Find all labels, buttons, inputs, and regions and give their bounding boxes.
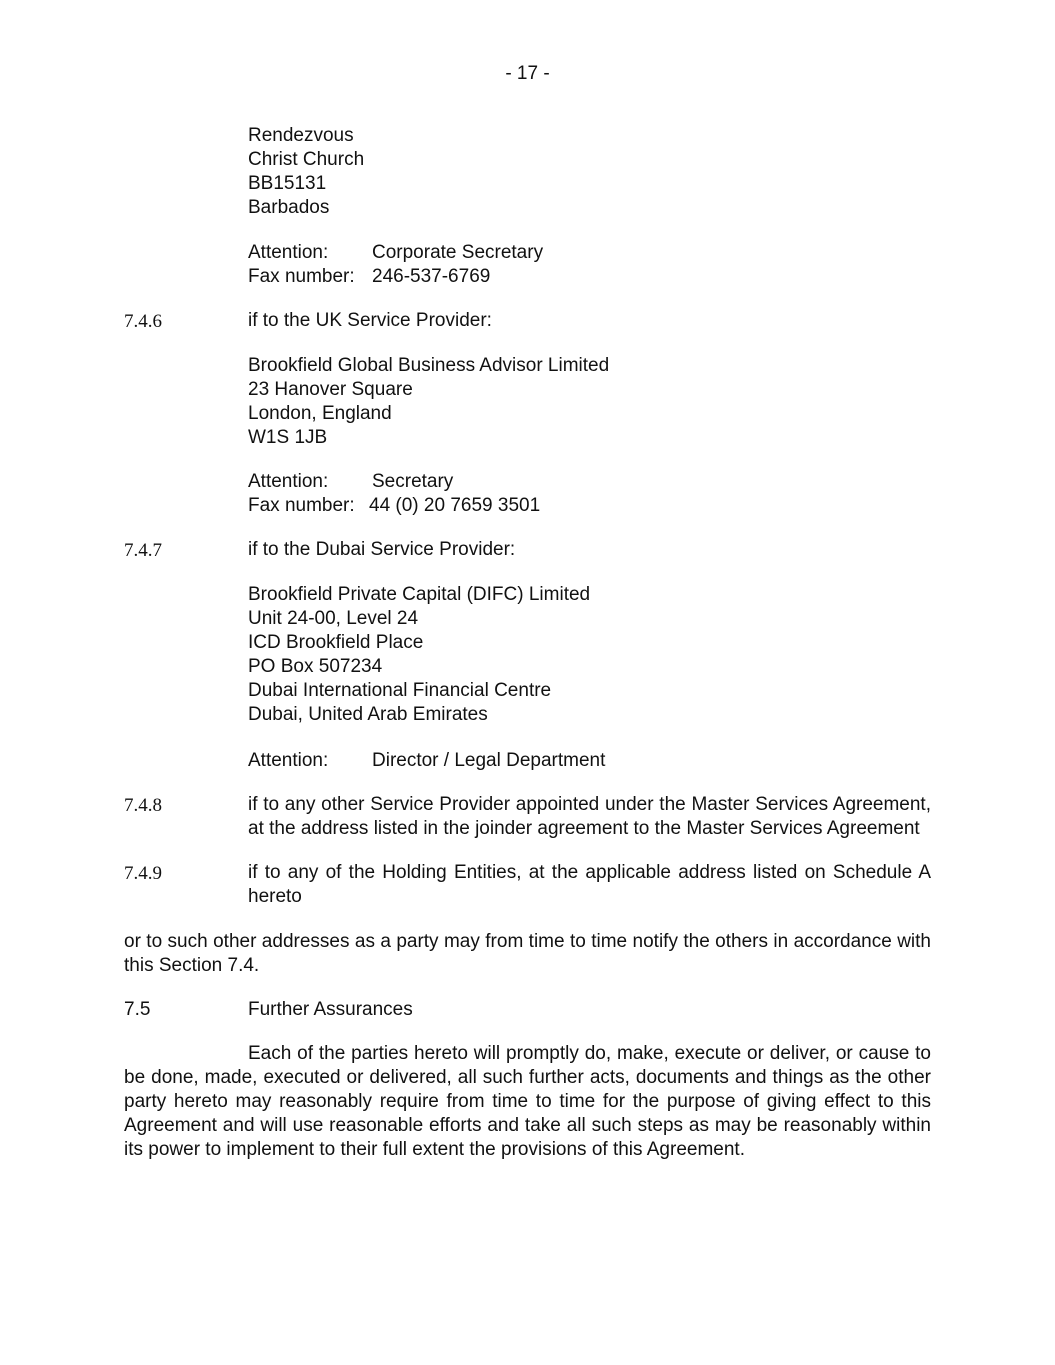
section-number: 7.4.6	[124, 311, 162, 332]
address-line: W1S 1JB	[248, 427, 328, 448]
address-line: Brookfield Global Business Advisor Limited	[248, 355, 610, 376]
attention-value: Director / Legal Department	[372, 750, 606, 771]
section-text: if to any other Service Provider appointed under the Master Services Agreement, at the address listed in the joinder agreement to the Master Services Agreement	[248, 794, 931, 839]
fax-value: 44 (0) 20 7659 3501	[369, 495, 541, 516]
attention-label: Attention:	[248, 750, 329, 771]
fax-value: 246-537-6769	[372, 266, 491, 287]
attention-label: Attention:	[248, 471, 329, 492]
dubai-address	[248, 583, 590, 727]
address-line: Unit 24-00, Level 24	[248, 608, 419, 629]
address-line: Barbados	[248, 197, 330, 218]
address-line: Brookfield Private Capital (DIFC) Limited	[248, 584, 591, 605]
section-number: 7.4.8	[124, 795, 162, 816]
dubai-attention	[248, 749, 605, 773]
address-line: Christ Church	[248, 149, 365, 170]
page-number: - 17 -	[505, 63, 550, 84]
section-text: if to any of the Holding Entities, at the applicable address listed on Schedule A hereto	[248, 862, 931, 907]
address-line: 23 Hanover Square	[248, 379, 413, 400]
fax-label: Fax number:	[248, 495, 355, 516]
address-line: London, England	[248, 403, 392, 424]
address-line: Dubai International Financial Centre	[248, 680, 552, 701]
closing-paragraph: or to such other addresses as a party may from time to time notify the others in accordance with this Section 7.4.	[124, 931, 931, 976]
uk-fax	[248, 494, 540, 518]
uk-address	[248, 354, 609, 450]
section-number: 7.4.9	[124, 863, 162, 884]
section-heading: if to the Dubai Service Provider:	[248, 539, 516, 560]
address-line: ICD Brookfield Place	[248, 632, 424, 653]
address-line: PO Box 507234	[248, 656, 383, 677]
attention-value: Secretary	[372, 471, 454, 492]
fax-label: Fax number:	[248, 266, 355, 287]
section-number: 7.4.7	[124, 540, 162, 561]
barbados-fax	[248, 265, 490, 289]
address-line: BB15131	[248, 173, 327, 194]
attention-label: Attention:	[248, 242, 329, 263]
uk-attention	[248, 470, 453, 494]
barbados-address	[248, 124, 364, 220]
section-number: 7.5	[124, 999, 151, 1020]
section-body: Each of the parties hereto will promptly do, make, execute or deliver, or cause to be done, made, executed or delivered, all such further acts, documents and things as the other party hereto may reasonably require from time to time for the purpose of giving effect to this Agreement and will use reasonable efforts and take all such steps as may be reasonably within its power to implement to their full extent the provisions of this Agreement.	[124, 1043, 931, 1160]
address-line: Rendezvous	[248, 125, 354, 146]
section-heading: if to the UK Service Provider:	[248, 310, 492, 331]
attention-value: Corporate Secretary	[372, 242, 544, 263]
section-heading: Further Assurances	[248, 999, 413, 1020]
barbados-attention	[248, 241, 543, 265]
address-line: Dubai, United Arab Emirates	[248, 704, 488, 725]
